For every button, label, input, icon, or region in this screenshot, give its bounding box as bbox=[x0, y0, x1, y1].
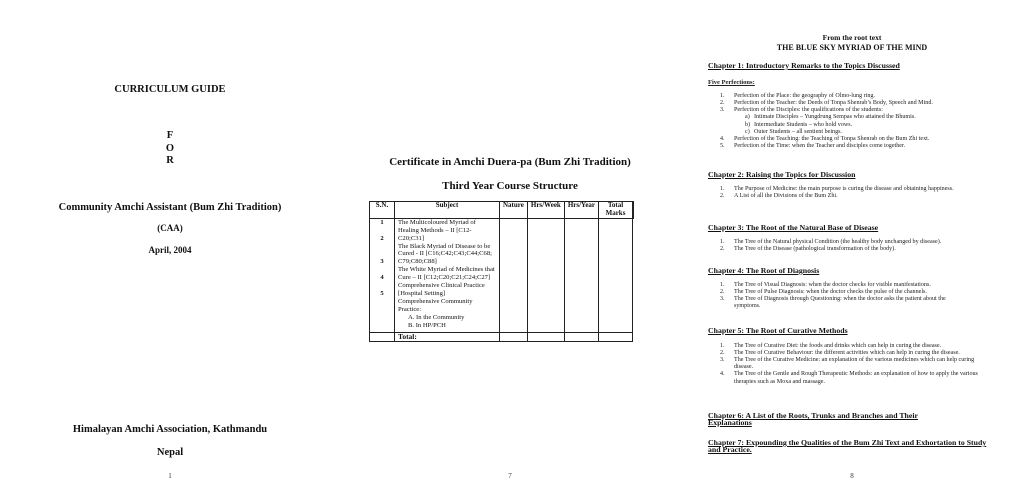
list-item-text: The Tree of Pulse Diagnosis: when the doctor checks the pulse of the channels. bbox=[734, 289, 927, 296]
total-hrs-year-cell bbox=[564, 332, 598, 341]
list-item-text: Intimate Disciples – Yungdrung Sempas who attained the Bhumis. bbox=[754, 114, 916, 121]
chapter-2-list bbox=[708, 186, 963, 200]
chapter-6 bbox=[708, 412, 953, 426]
total-marks-cell bbox=[599, 218, 633, 332]
list-item bbox=[708, 136, 1008, 143]
list-item-text: Perfection of the Teaching: the Teaching of Tonpa Shenrab on the Bum Zhi text. bbox=[734, 135, 930, 142]
course-structure-heading: Third Year Course Structure bbox=[442, 180, 578, 192]
list-item-number: 2. bbox=[720, 289, 725, 296]
list-item-number: 1. bbox=[720, 282, 725, 289]
list-item bbox=[708, 143, 1008, 150]
page-number: 1 bbox=[168, 472, 172, 480]
subject-1: The Multicoloured Myriad of Healing Methods – II [C12-C20;C31] bbox=[398, 218, 476, 242]
program-abbreviation: (CAA) bbox=[157, 223, 183, 233]
for-vertical bbox=[0, 130, 340, 168]
chapter-3-title: Chapter 3: The Root of the Natural Base of Disease bbox=[708, 223, 879, 232]
sn-4: 4 bbox=[380, 274, 384, 282]
list-item-number: 2. bbox=[720, 246, 725, 253]
header-sn: S.N. bbox=[370, 202, 395, 219]
five-perfections-heading: Five Perfections: bbox=[708, 79, 755, 87]
hrs-week-cell bbox=[527, 218, 564, 332]
sn-3: 3 bbox=[380, 258, 384, 266]
list-item-text: Intermediate Students – who hold vows. bbox=[754, 121, 853, 128]
list-item-number: 1. bbox=[720, 239, 725, 246]
chapter-4-title: Chapter 4: The Root of Diagnosis bbox=[708, 266, 820, 275]
chapter-6-title: Chapter 6: A List of the Roots, Trunks and Branches and Their Explanations bbox=[708, 411, 918, 428]
program-name: Community Amchi Assistant (Bum Zhi Tradition) bbox=[58, 202, 282, 213]
chapter-7 bbox=[708, 439, 988, 453]
list-item-text: Perfection of the Time: when the Teacher and disciples come together. bbox=[734, 142, 906, 149]
chapter-1-list bbox=[708, 93, 1008, 150]
list-item-text: A List of all the Divisions of the Bum Zhi. bbox=[734, 193, 838, 200]
total-nature-cell bbox=[500, 332, 528, 341]
subject-4: Comprehensive Clinical Practice [Hospital Setting] bbox=[398, 282, 485, 297]
chapter-2 bbox=[708, 171, 1008, 200]
list-item-text: Perfection of the Teacher: the Deeds of Tonpa Shenrab’s Body, Speech and Mind. bbox=[734, 100, 933, 107]
root-text-title: THE BLUE SKY MYRIAD OF THE MIND bbox=[776, 43, 928, 52]
list-item-number: b) bbox=[745, 121, 751, 128]
chapter-5-title: Chapter 5: The Root of Curative Methods bbox=[708, 326, 848, 335]
chapter-4 bbox=[708, 267, 1008, 310]
chapter-1-title: Chapter 1: Introductory Remarks to the Topics Discussed bbox=[708, 61, 900, 70]
list-item bbox=[708, 371, 983, 385]
table-header-row bbox=[370, 202, 633, 219]
list-item-number: a) bbox=[745, 114, 750, 121]
chapter-5-list bbox=[708, 343, 983, 386]
total-hrs-week-cell bbox=[527, 332, 564, 341]
list-item-text: The Tree of the Gentle and Rough Therapeutic Methods: an explanation of how to apply the various therapies such as Moxa and massage. bbox=[734, 371, 978, 385]
sn-column bbox=[370, 218, 395, 332]
list-item-number: 1. bbox=[720, 343, 725, 350]
letter-r: R bbox=[166, 155, 174, 166]
list-item-number: c) bbox=[745, 128, 750, 135]
sn-2: 2 bbox=[380, 234, 384, 242]
list-item-text: The Tree of the Curative Medicine: an explanation of the various medicines which can help curing disease. bbox=[734, 357, 975, 371]
subject-2: The Black Myriad of Disease to be Cured - II [C16;C42;C43;C44;C68; C79;C80;C88] bbox=[398, 242, 492, 266]
list-item-text: The Tree of Visual Diagnosis: when the doctor checks for visible manifestations. bbox=[734, 282, 931, 289]
table-total-row bbox=[370, 332, 633, 341]
chapter-3 bbox=[708, 224, 1008, 253]
publication-date: April, 2004 bbox=[148, 245, 192, 255]
list-item-number: 2. bbox=[720, 193, 725, 200]
from-root-text: From the root text bbox=[822, 33, 882, 42]
letter-f: F bbox=[166, 130, 174, 141]
list-item bbox=[708, 357, 983, 371]
header-total-marks: Total Marks bbox=[599, 202, 633, 219]
organization-name: Himalayan Amchi Association, Kathmandu bbox=[72, 424, 268, 435]
hrs-year-cell bbox=[564, 218, 598, 332]
header-subject: Subject bbox=[395, 202, 500, 219]
curriculum-title: CURRICULUM GUIDE bbox=[114, 84, 226, 95]
letter-o: O bbox=[165, 142, 175, 154]
nature-cell bbox=[500, 218, 528, 332]
list-item-number: 4. bbox=[720, 371, 725, 378]
list-item-number: 5. bbox=[720, 142, 725, 149]
header-hrs-week: Hrs/Week bbox=[527, 202, 564, 219]
list-item bbox=[708, 296, 973, 310]
list-item-number: 1. bbox=[720, 93, 725, 100]
chapter-5 bbox=[708, 327, 1008, 386]
header-hrs-year: Hrs/Year bbox=[564, 202, 598, 219]
total-label: Total: bbox=[395, 332, 500, 341]
subject-column bbox=[395, 218, 500, 332]
list-item-text: The Tree of Curative Behaviour: the different activities which can help in curing the disease. bbox=[734, 350, 960, 357]
list-item-number: 4. bbox=[720, 135, 725, 142]
list-item-number: 2. bbox=[720, 100, 725, 107]
list-item-number: 1. bbox=[720, 186, 725, 193]
list-item bbox=[708, 107, 1008, 114]
subject-5: Comprehensive Community Practice: bbox=[398, 297, 473, 313]
chapter-2-title: Chapter 2: Raising the Topics for Discussion bbox=[708, 170, 856, 179]
list-item-number: 2. bbox=[720, 350, 725, 357]
page-number: 7 bbox=[508, 472, 512, 480]
chapter-3-list bbox=[708, 239, 1008, 253]
list-item-text: Perfection of the Place: the geography of Olmo-lung ring. bbox=[734, 93, 875, 100]
sn-1: 1 bbox=[380, 218, 384, 226]
list-item-text: The Tree of Diagnosis through Questioning: when the doctor asks the patient about the symptoms. bbox=[734, 296, 946, 310]
list-item-number: 3. bbox=[720, 357, 725, 364]
page-number: 8 bbox=[850, 472, 854, 480]
country-name: Nepal bbox=[156, 447, 184, 458]
list-item bbox=[708, 129, 1008, 136]
certificate-heading: Certificate in Amchi Duera-pa (Bum Zhi Tradition) bbox=[389, 156, 631, 168]
list-item-text: The Tree of the Natural physical Condition (the healthy body unchanged by disease). bbox=[734, 239, 942, 246]
list-item-text: The Purpose of Medicine: the main purpose is curing the disease and obtaining happiness. bbox=[734, 186, 954, 193]
chapter-7-title: Chapter 7: Expounding the Qualities of the Bum Zhi Text and Exhortation to Study and Practice. bbox=[708, 438, 987, 455]
subject-5-b: B. In HP/PCH bbox=[408, 321, 446, 329]
list-item bbox=[708, 122, 1008, 129]
list-item-text: The Tree of Curative Diet: the foods and drinks which can help in curing the disease. bbox=[734, 343, 942, 350]
chapter-4-list bbox=[708, 282, 973, 310]
cover-page bbox=[0, 0, 340, 489]
total-sn-cell bbox=[370, 332, 395, 341]
table-body-row bbox=[370, 218, 633, 332]
total-marks-value-cell bbox=[599, 332, 633, 341]
list-item-number: 3. bbox=[720, 107, 725, 114]
course-structure-table bbox=[369, 201, 633, 342]
list-item-text: Perfection of the Disciples: the qualifications of the students: bbox=[734, 107, 883, 114]
list-item bbox=[708, 246, 1008, 253]
list-item bbox=[708, 114, 1008, 121]
chapter-1 bbox=[708, 62, 1008, 150]
course-structure-page bbox=[340, 0, 680, 489]
sn-5: 5 bbox=[380, 289, 384, 297]
subject-3: The White Myriad of Medicines that Cure – II [C12;C20;C21;C24;C27] bbox=[398, 266, 495, 282]
header-nature: Nature bbox=[500, 202, 528, 219]
list-item-text: Outer Students – all sentient beings. bbox=[754, 128, 843, 135]
root-text-page bbox=[680, 0, 1024, 489]
list-item bbox=[708, 193, 963, 200]
subject-5-a: A. In the Community bbox=[408, 313, 465, 321]
list-item-text: The Tree of the Disease (pathological transformation of the body). bbox=[734, 246, 896, 253]
list-item-number: 3. bbox=[720, 296, 725, 303]
